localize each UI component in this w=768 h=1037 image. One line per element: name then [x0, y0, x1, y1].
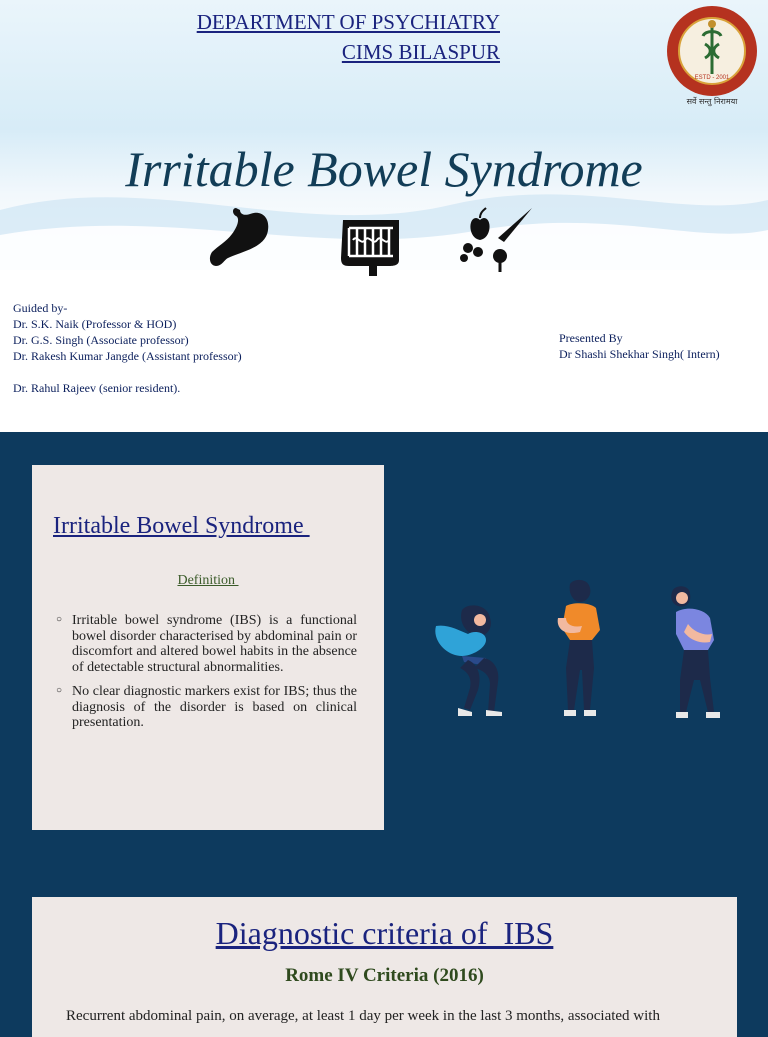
institute-heading: CIMS BILASPUR [341, 40, 500, 64]
woman-standing-stomach-pain-figure [552, 578, 610, 718]
guided-by-line: Guided by- [13, 301, 68, 315]
definition-label: Definition [177, 573, 239, 588]
definition-card-title: Irritable Bowel Syndrome [53, 513, 310, 539]
institution-seal-logo [665, 4, 759, 108]
svg-text:ESTD - 2001: ESTD - 2001 [694, 75, 730, 81]
presenter-name: Dr Shashi Shekhar Singh( Intern) [559, 347, 720, 361]
department-heading: DEPARTMENT OF PSYCHIATRY [196, 10, 500, 34]
intestine-icon [339, 216, 403, 278]
stomach-icon [206, 206, 270, 268]
title-slide [0, 0, 768, 432]
woman-sitting-stomach-pain-figure [428, 600, 512, 718]
definition-bullets [72, 613, 357, 740]
definition-card [32, 465, 384, 830]
rome-criteria-subtitle: Rome IV Criteria (2016) [285, 965, 484, 986]
fruit-and-vegetable-icon [458, 204, 538, 274]
list-item: ○ Irritable bowel syndrome (IBS) is a functional bowel disorder characterised by abdominal pain or discomfort and altered bowel habits in the absence of detectable structural abnormalities. [72, 613, 357, 675]
svg-text:सर्वे सन्तु निरामया: सर्वे सन्तु निरामया [686, 97, 738, 106]
guided-by-list [13, 300, 242, 396]
presented-by-block [559, 330, 720, 362]
man-standing-stomach-pain-figure [664, 584, 728, 720]
guided-by-line: Dr. S.K. Naik (Professor & HOD) [13, 317, 177, 331]
guided-by-spacer [13, 364, 242, 380]
guided-by-line: Dr. Rakesh Kumar Jangde (Assistant professor) [13, 349, 242, 363]
presentation-title: Irritable Bowel Syndrome [125, 141, 643, 197]
guided-by-line: Dr. G.S. Singh (Associate professor) [13, 333, 189, 347]
list-item: ○ No clear diagnostic markers exist for IBS; thus the diagnosis of the disorder is based on clinical presentation. [72, 684, 357, 731]
guided-by-line: Dr. Rahul Rajeev (senior resident). [13, 381, 181, 395]
diagnostic-criteria-card [32, 897, 737, 1037]
presented-by-label: Presented By [559, 331, 623, 345]
criteria-body-text: Recurrent abdominal pain, on average, at least 1 day per week in the last 3 months, associated with [66, 1008, 660, 1024]
diagnostic-criteria-title: Diagnostic criteria of IBS [215, 915, 554, 951]
